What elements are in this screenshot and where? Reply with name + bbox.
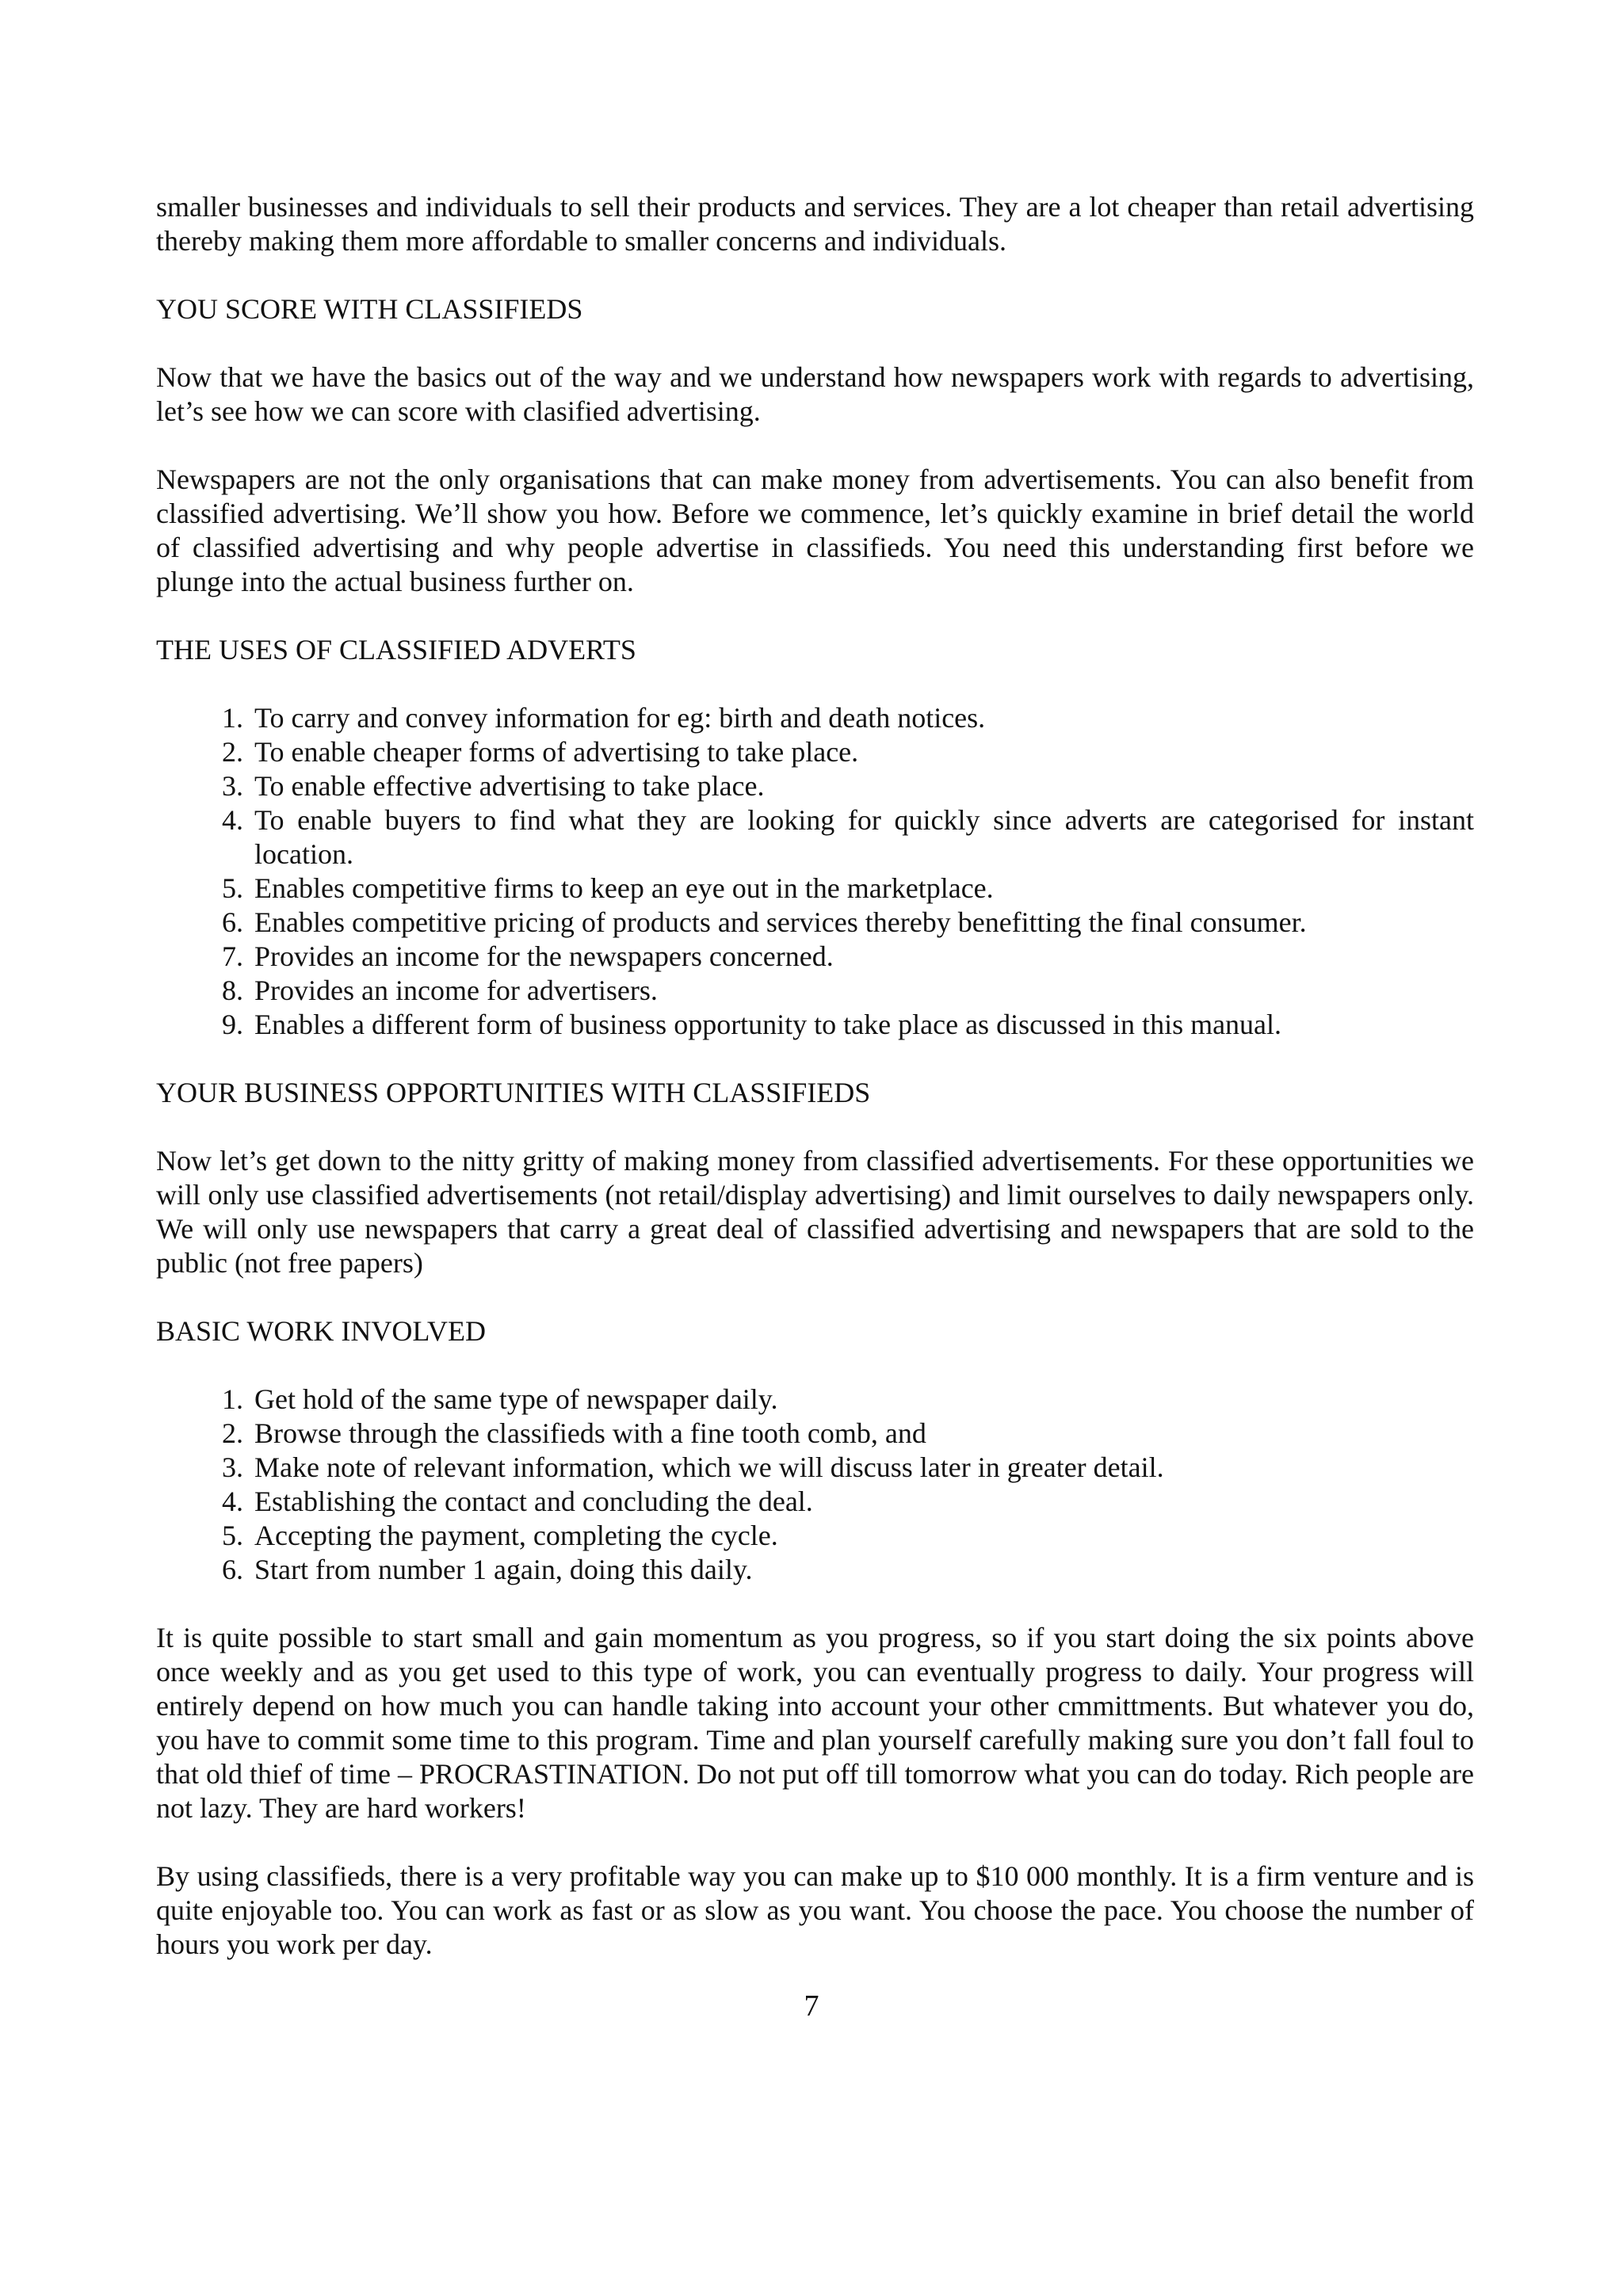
list-item: 7. Provides an income for the newspapers concerned. — [222, 940, 834, 972]
section-heading-opportunities: YOUR BUSINESS OPPORTUNITIES WITH CLASSIFIEDS — [156, 1077, 871, 1108]
list-item: 3. Make note of relevant information, which we will discuss later in greater detail. — [222, 1451, 1164, 1483]
paragraph: Now that we have the basics out of the way and we understand how newspapers work with regards to advertising, let’s see how we can score with clasified advertising. — [156, 361, 1474, 427]
paragraph: It is quite possible to start small and gain momentum as you progress, so if you start doing the six points above once weekly and as you get used to this type of work, you can eventually progress to daily. Your progress will entirely depend on how much you can handle taking into account your other cmmittments. But whatever you do, you have to commit some time to this program. Time and plan yourself carefully making sure you don’t fall foul to that old thief of time – PROCRASTINATION. Do not put off till tomorrow what you can do today. Rich people are not lazy. They are hard workers! — [156, 1622, 1474, 1824]
list-item: 9. Enables a different form of business opportunity to take place as discussed in this manual. — [222, 1009, 1282, 1040]
uses-list — [156, 701, 1474, 1042]
list-item-text: Make note of relevant information, which we will discuss later in greater detail. — [254, 1451, 1164, 1483]
list-item: 2. To enable cheaper forms of advertising to take place. — [222, 736, 859, 768]
list-item-text: To enable buyers to find what they are looking for quickly since adverts are categorised for instant location. — [254, 804, 1474, 870]
list-item-text: To enable effective advertising to take place. — [254, 770, 765, 802]
list-item-text: Browse through the classifieds with a fine tooth comb, and — [254, 1417, 926, 1449]
list-item-text: Enables competitive pricing of products and services thereby benefitting the final consumer. — [254, 906, 1307, 938]
list-item-text: Establishing the contact and concluding the deal. — [254, 1486, 813, 1517]
intro-paragraph: smaller businesses and individuals to sell their products and services. They are a lot cheaper than retail advertising thereby making them more affordable to smaller concerns and individuals. — [156, 191, 1474, 257]
list-item-text: To enable cheaper forms of advertising to take place. — [254, 736, 859, 768]
list-item-text: Provides an income for the newspapers concerned. — [254, 940, 834, 972]
list-item-text: Start from number 1 again, doing this daily. — [254, 1554, 753, 1585]
basic-work-list — [156, 1383, 1474, 1587]
list-item-text: To carry and convey information for eg: birth and death notices. — [254, 702, 986, 734]
section-heading-basic-work: BASIC WORK INVOLVED — [156, 1315, 487, 1347]
list-item: 4. Establishing the contact and concluding the deal. — [222, 1486, 813, 1517]
list-item: 8. Provides an income for advertisers. — [222, 974, 658, 1006]
list-item-text: Accepting the payment, completing the cycle. — [254, 1520, 778, 1551]
list-item: 1. Get hold of the same type of newspaper daily. — [222, 1383, 778, 1415]
list-item: 5. Accepting the payment, completing the cycle. — [222, 1520, 778, 1551]
document-page — [156, 190, 1474, 1962]
list-item-text: Provides an income for advertisers. — [254, 974, 658, 1006]
list-item: 6. Start from number 1 again, doing this daily. — [222, 1554, 753, 1585]
list-item: 5. Enables competitive firms to keep an eye out in the marketplace. — [222, 872, 994, 904]
list-item: 4. To enable buyers to find what they are looking for quickly since adverts are categorised for instant location. — [222, 804, 1474, 870]
section-heading-uses: THE USES OF CLASSIFIED ADVERTS — [156, 634, 636, 666]
page-number: 7 — [804, 1989, 819, 2023]
list-item: 2. Browse through the classifieds with a fine tooth comb, and — [222, 1417, 926, 1449]
list-item-text: Enables a different form of business opportunity to take place as discussed in this manual. — [254, 1009, 1282, 1040]
list-item-text: Enables competitive firms to keep an eye out in the marketplace. — [254, 872, 994, 904]
list-item: 3. To enable effective advertising to take place. — [222, 770, 765, 802]
list-item-text: Get hold of the same type of newspaper daily. — [254, 1383, 778, 1415]
section-heading-score: YOU SCORE WITH CLASSIFIEDS — [156, 293, 583, 325]
list-item: 6. Enables competitive pricing of products and services thereby benefitting the final consumer. — [222, 906, 1307, 938]
paragraph: Newspapers are not the only organisations that can make money from advertisements. You can also benefit from classified advertising. We’ll show you how. Before we commence, let’s quickly examine in brief detail the world of classified advertising and why people advertise in classifieds. You need this understanding first before we plunge into the actual business further on. — [156, 463, 1474, 597]
paragraph: Now let’s get down to the nitty gritty of making money from classified advertisements. For these opportunities we will only use classified advertisements (not retail/display advertising) and limit ourselves to daily newspapers only. We will only use newspapers that carry a great deal of classified advertising and newspapers that are sold to the public (not free papers) — [156, 1145, 1474, 1279]
paragraph: By using classifieds, there is a very profitable way you can make up to $10 000 monthly. It is a firm venture and is quite enjoyable too. You can work as fast or as slow as you want. You choose the pace. You choose the number of hours you work per day. — [156, 1860, 1474, 1960]
list-item: 1. To carry and convey information for eg: birth and death notices. — [222, 702, 986, 734]
